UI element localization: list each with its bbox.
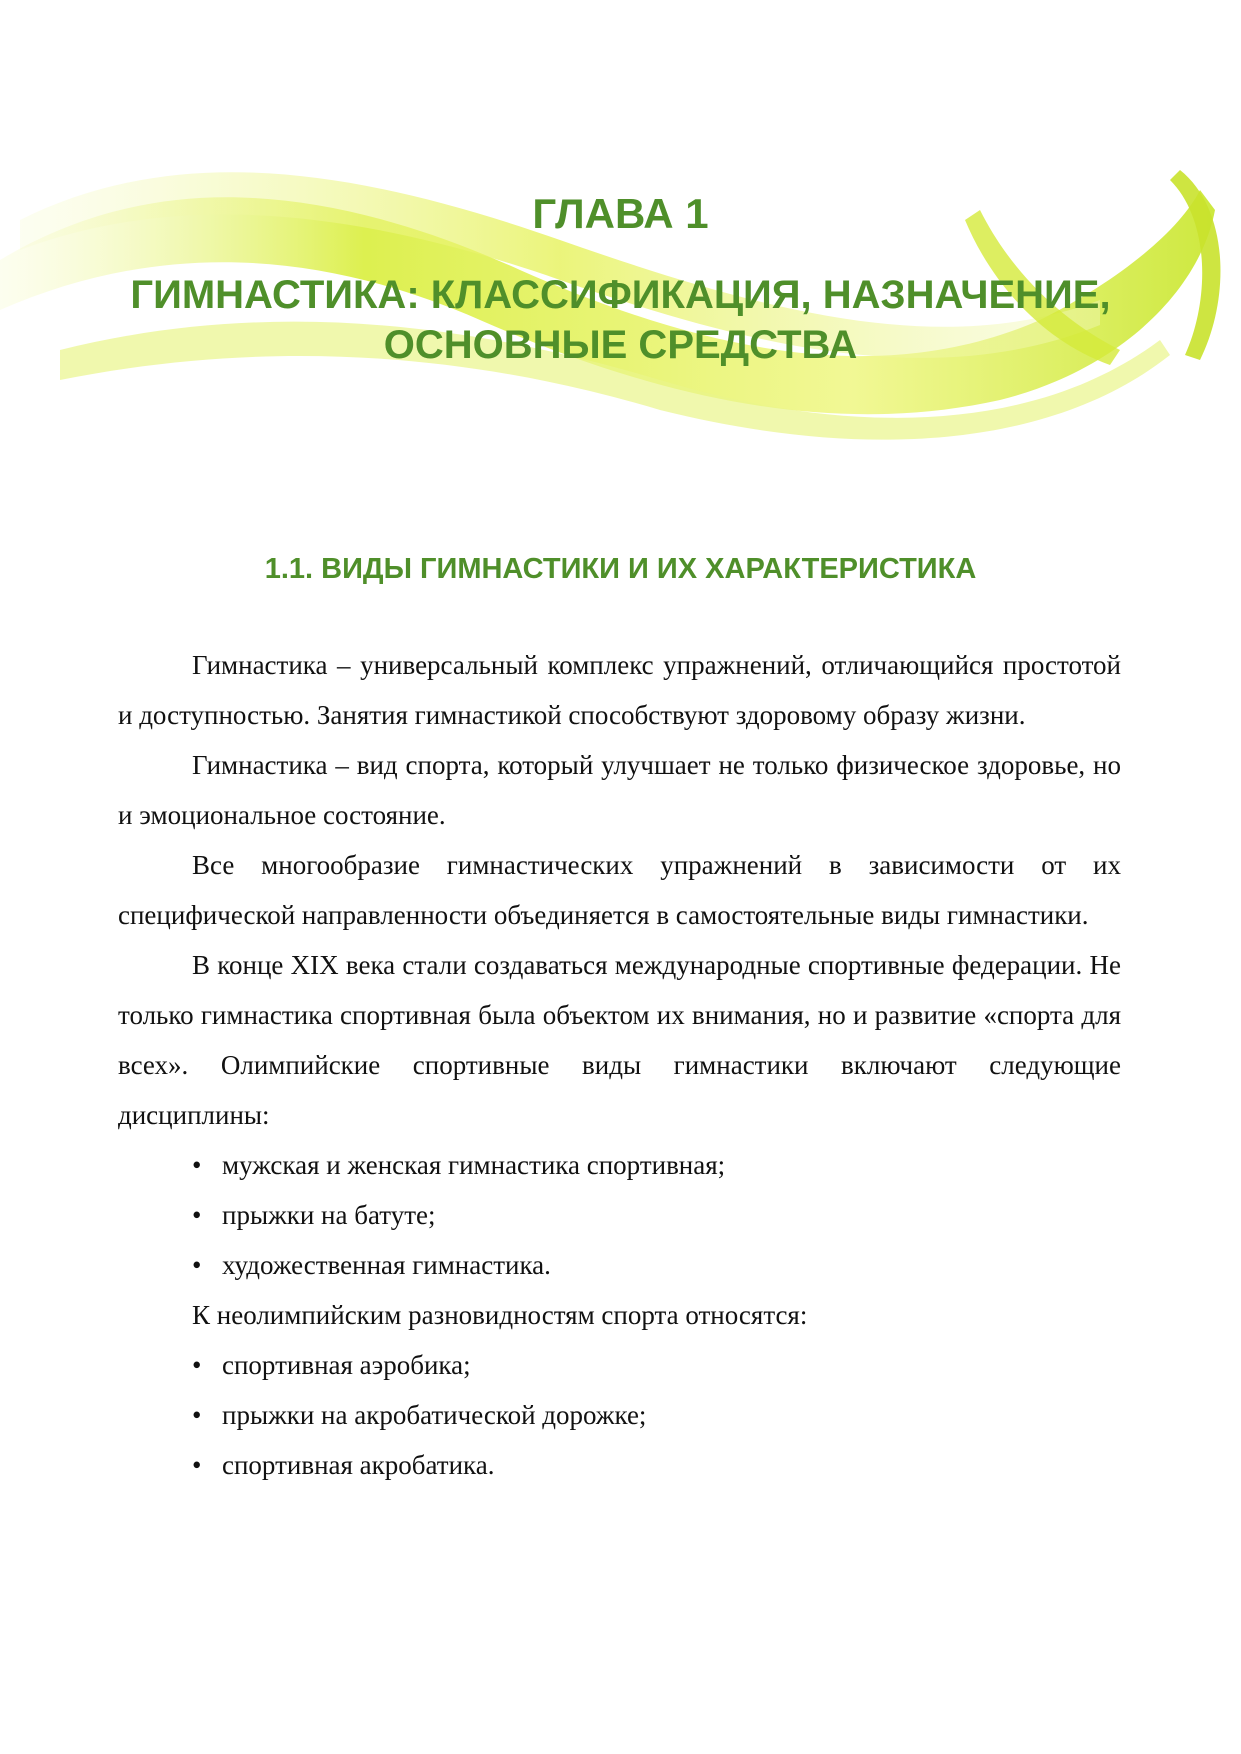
bullet-icon: •	[192, 1400, 202, 1430]
list-item-text: спортивная аэробика;	[222, 1350, 471, 1380]
list-item-text: прыжки на акробатической дорожке;	[222, 1400, 647, 1430]
chapter-title-line: ОСНОВНЫЕ СРЕДСТВА	[383, 323, 858, 367]
list-item	[118, 1340, 1121, 1390]
section-title: 1.1. ВИДЫ ГИМНАСТИКИ И ИХ ХАРАКТЕРИСТИКА	[264, 553, 977, 585]
list-item-text: прыжки на батуте;	[222, 1200, 436, 1230]
bullet-icon: •	[192, 1350, 202, 1380]
body-text	[118, 640, 1121, 1490]
list-item	[118, 1240, 1121, 1290]
list-item	[118, 1190, 1121, 1240]
paragraph: К неолимпийским разновидностям спорта относятся:	[192, 1300, 808, 1330]
paragraph: Гимнастика – вид спорта, который улучшает не только физическое здоровье, но и эмоциональное состояние.	[118, 750, 1121, 830]
bullet-icon: •	[192, 1450, 202, 1480]
bullet-icon: •	[192, 1150, 202, 1180]
paragraph: Все многообразие гимнастических упражнений в зависимости от их специфической направленности объединяется в самостоятельные виды гимнастики.	[118, 850, 1121, 930]
paragraph: В конце XIX века стали создаваться международные спортивные федерации. Не только гимнастика спортивная была объектом их внимания, но и развитие «спорта для всех». Олимпийские спортивные виды гимнастики включают следующие дисциплины:	[118, 950, 1121, 1130]
list-item-text: художественная гимнастика.	[222, 1250, 551, 1280]
list-item	[118, 1390, 1121, 1440]
list-item-text: спортивная акробатика.	[222, 1450, 495, 1480]
olympic-disciplines-list	[118, 1140, 1121, 1290]
chapter-title-line: ГИМНАСТИКА: КЛАССИФИКАЦИЯ, НАЗНАЧЕНИЕ,	[130, 273, 1111, 317]
chapter-title	[0, 270, 1241, 370]
list-item	[118, 1440, 1121, 1490]
nonolympic-disciplines-list	[118, 1340, 1121, 1490]
paragraph: Гимнастика – универсальный комплекс упражнений, отличающийся простотой и доступностью. Занятия гимнастикой способствуют здоровому образу жизни.	[118, 650, 1121, 730]
chapter-label: ГЛАВА 1	[532, 190, 709, 237]
bullet-icon: •	[192, 1250, 202, 1280]
list-item-text: мужская и женская гимнастика спортивная;	[222, 1150, 726, 1180]
list-item	[118, 1140, 1121, 1190]
bullet-icon: •	[192, 1200, 202, 1230]
